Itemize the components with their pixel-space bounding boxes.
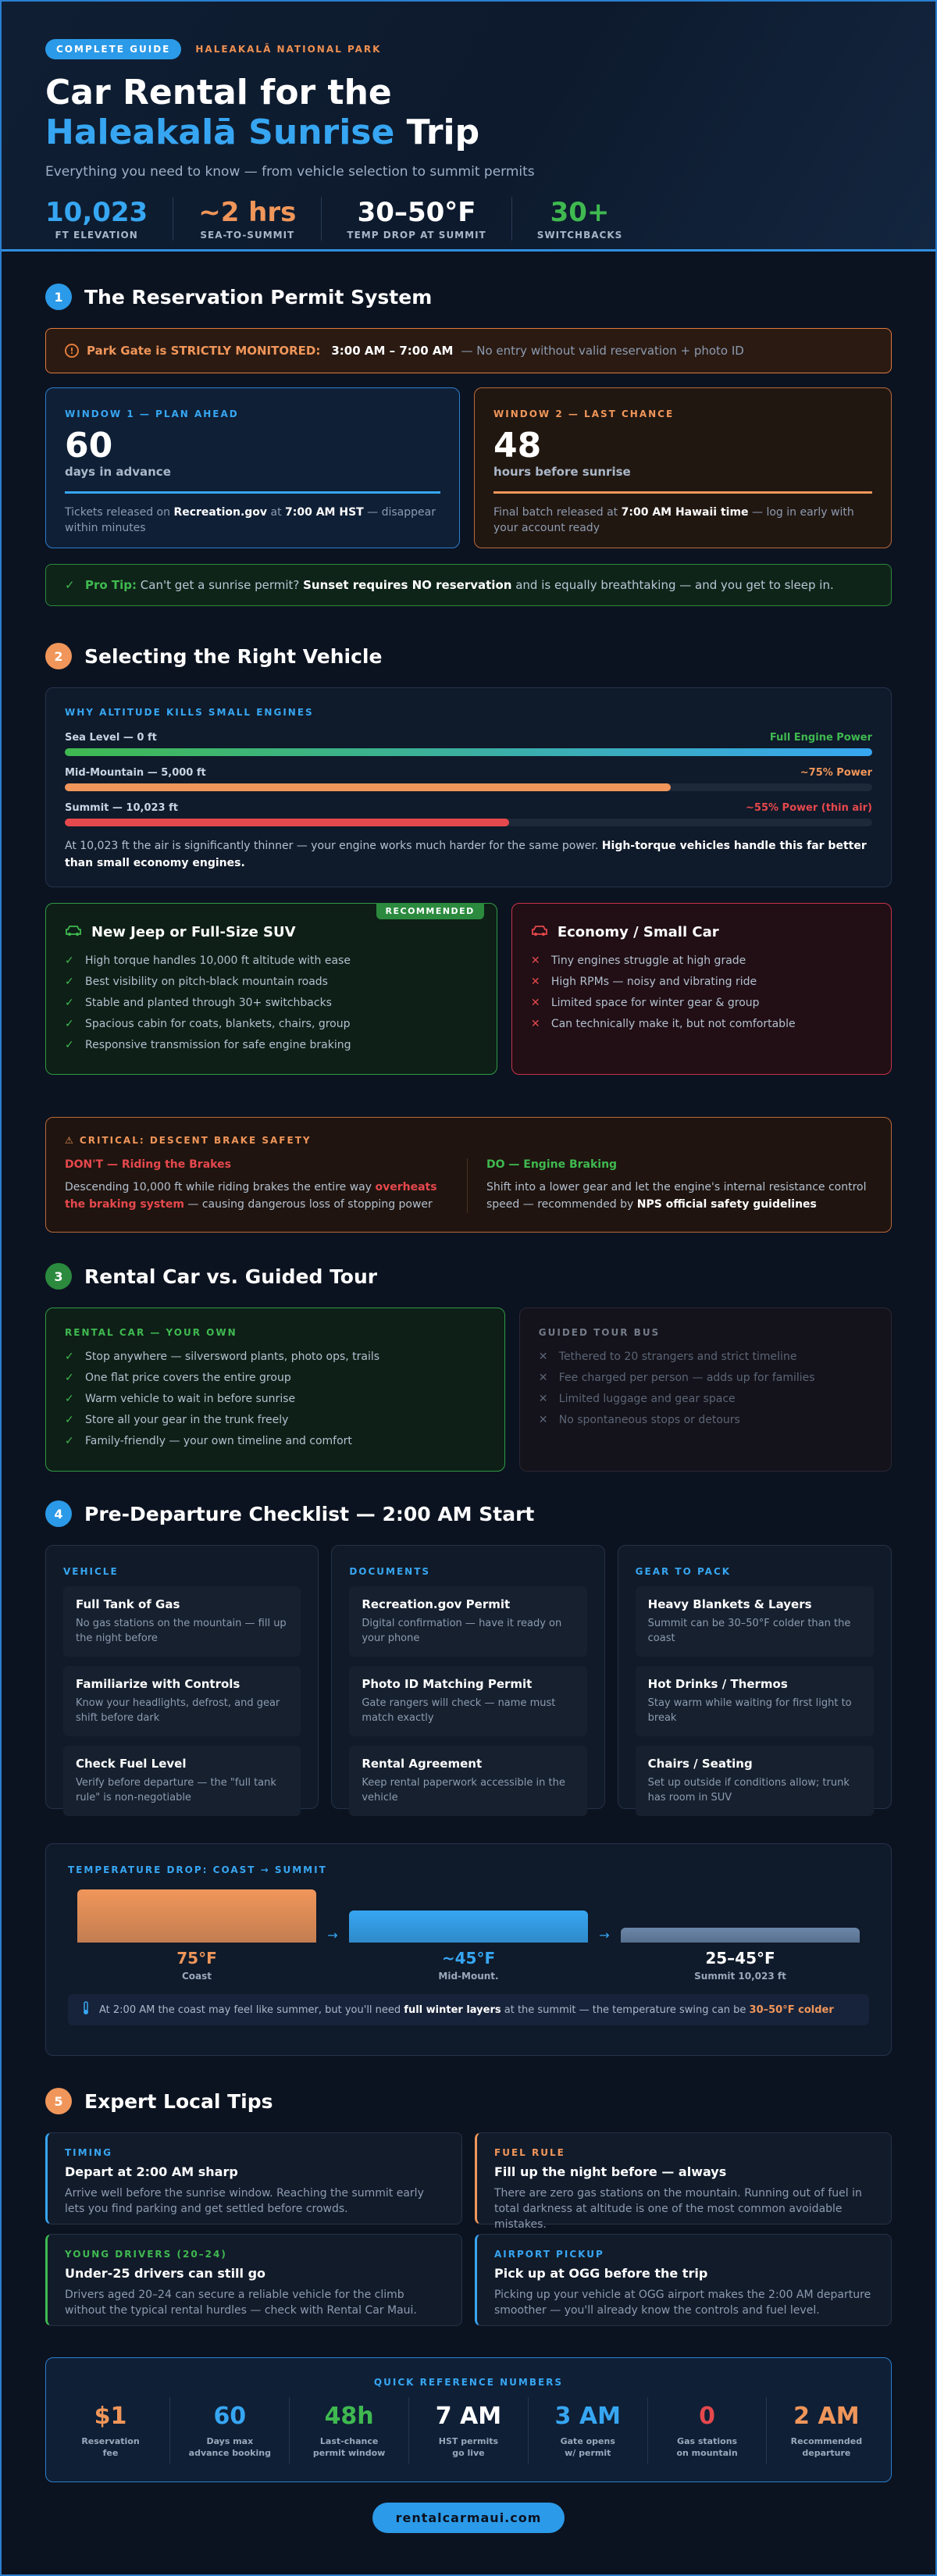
temperature-panel: [45, 1843, 892, 2056]
checklist-item: [349, 1586, 586, 1657]
list-item-text: Best visibility on pitch-black mountain roads: [85, 975, 328, 988]
thermometer-icon: [82, 2001, 90, 2018]
page-title-line1: Car Rental for the: [45, 73, 392, 112]
temperature-value: ~45°F: [441, 1949, 496, 1968]
list-item: [531, 1013, 872, 1034]
list-item: [65, 1388, 486, 1409]
window-2-divider: [493, 491, 872, 494]
quick-number: [658, 2403, 756, 2459]
suv-title: New Jeep or Full-Size SUV: [91, 924, 296, 940]
list-item: [65, 1346, 486, 1367]
tour-bus-drawbacks: [539, 1346, 872, 1430]
checklist-item: [63, 1666, 301, 1736]
brake-title: ⚠ CRITICAL: DESCENT BRAKE SAFETY: [65, 1135, 312, 1146]
list-item-text: Limited luggage and gear space: [558, 1392, 736, 1405]
checklist-item-desc: Set up outside if conditions allow; trunk has room in SUV: [647, 1777, 850, 1804]
x-icon: ✕: [538, 1350, 548, 1363]
window-1-label: WINDOW 1 — PLAN AHEAD: [65, 409, 239, 419]
checklist-item-title: Chairs / Seating: [647, 1757, 753, 1771]
list-item-text: Warm vehicle to wait in before sunrise: [85, 1392, 296, 1405]
hero-stat-label: SEA-TO-SUMMIT: [200, 230, 295, 241]
quick-number: [301, 2403, 398, 2459]
economy-card: [511, 903, 892, 1075]
temperature-label: [621, 1949, 860, 1982]
check-icon: ✓: [65, 1371, 74, 1384]
power-bar: [65, 783, 872, 791]
quick-number-value: 60: [213, 2403, 247, 2430]
tip-title: Under-25 drivers can still go: [65, 2266, 266, 2281]
checklist-columns: [45, 1545, 892, 1809]
title-end: Trip: [406, 112, 480, 152]
window-2-card: [474, 387, 892, 548]
quick-reference-numbers: [62, 2397, 875, 2464]
hero-stat-label: TEMP DROP AT SUMMIT: [347, 230, 486, 241]
temperature-labels: [68, 1949, 869, 1982]
altitude-level-status: Full Engine Power: [769, 732, 872, 744]
list-item: [65, 992, 478, 1013]
complete-guide-badge: COMPLETE GUIDE: [45, 39, 181, 59]
section-tips: [45, 2085, 892, 2326]
checklist-item: [63, 1586, 301, 1657]
hero-stat: [511, 197, 648, 241]
tour-bus-label: GUIDED TOUR BUS: [538, 1327, 661, 1338]
list-item: [539, 1346, 872, 1367]
hero-stat-label: FT ELEVATION: [55, 230, 138, 241]
tip-card: [475, 2132, 892, 2231]
check-icon: ✓: [65, 996, 74, 1009]
window-2-text: Final batch released at 7:00 AM Hawaii time — log in early with your account ready: [493, 506, 854, 534]
temperature-bar: [349, 1911, 588, 1943]
arrow-right-icon: →: [327, 1928, 338, 1943]
tip-category: YOUNG DRIVERS (20–24): [65, 2249, 227, 2260]
list-item-text: Limited space for winter gear & group: [550, 996, 760, 1009]
list-item-text: Store all your gear in the trunk freely: [85, 1413, 289, 1426]
page-subtitle: Everything you need to know — from vehicle selection to summit permits: [45, 164, 535, 180]
hero-stat-value: ~2 hrs: [198, 197, 297, 228]
section-title: Selecting the Right Vehicle: [84, 644, 383, 668]
tip-desc: Arrive well before the sunrise window. Reaching the summit early lets you find parking and get settled before crowds.: [65, 2187, 424, 2215]
check-icon: ✓: [65, 954, 74, 967]
title-highlight: Haleakalā Sunrise: [45, 112, 395, 152]
altitude-panel: [45, 687, 892, 887]
recommended-badge: RECOMMENDED: [376, 903, 484, 919]
list-item-text: No spontaneous stops or detours: [558, 1413, 740, 1426]
arrow-right-icon: →: [599, 1928, 610, 1943]
temperature-note: At 2:00 AM the coast may feel like summer, but you'll need full winter layers at the summit — the temperature swing can be 30–50°F colder: [68, 1994, 869, 2025]
list-item: [65, 1013, 478, 1034]
divider: [647, 2397, 648, 2464]
checklist-item-title: Rental Agreement: [362, 1757, 483, 1771]
temperature-title: TEMPERATURE DROP: COAST → SUMMIT: [68, 1864, 327, 1875]
list-item-text: Family-friendly — your own timeline and comfort: [85, 1434, 352, 1447]
checklist-column: [45, 1545, 319, 1809]
dont-column: [65, 1158, 468, 1213]
do-text: Shift into a lower gear and let the engine's internal resistance control speed — recommended by NPS official safety guidelines: [486, 1181, 867, 1211]
quick-reference-panel: [45, 2357, 892, 2482]
list-item-text: Stable and planted through 30+ switchbacks: [85, 996, 332, 1009]
list-item-text: Tiny engines struggle at high grade: [550, 954, 746, 967]
quick-number-value: $1: [94, 2403, 127, 2430]
checklist-item-title: Recreation.gov Permit: [362, 1597, 511, 1611]
hero-stat: [173, 197, 321, 241]
x-icon: ✕: [530, 1017, 540, 1030]
altitude-level-name: Sea Level — 0 ft: [65, 732, 157, 744]
checklist-item-title: Check Fuel Level: [76, 1757, 187, 1771]
list-item-text: High torque handles 10,000 ft altitude with ease: [85, 954, 351, 967]
section-number: 3: [45, 1263, 72, 1290]
dont-label: DON'T — Riding the Brakes: [65, 1158, 231, 1171]
checklist-item: [636, 1586, 874, 1657]
power-bar-fill: [65, 783, 671, 791]
temperature-label: [349, 1949, 588, 1982]
check-icon: ✓: [65, 1392, 74, 1405]
altitude-levels: [65, 732, 872, 826]
quick-number-label: Recommended departure: [790, 2436, 863, 2458]
power-bar: [65, 819, 872, 826]
section-checklist: [45, 1498, 892, 1809]
section-title: Expert Local Tips: [84, 2089, 273, 2113]
hero-stat-value: 30–50°F: [357, 197, 476, 228]
altitude-level: [65, 802, 872, 826]
tip-card: [45, 2132, 462, 2225]
hero-stats: [45, 197, 892, 241]
temperature-value: 75°F: [176, 1949, 217, 1968]
list-item: [539, 1388, 872, 1409]
hero-header: [2, 2, 935, 252]
do-column: [468, 1158, 872, 1213]
section-title: Pre-Departure Checklist — 2:00 AM Start: [84, 1502, 535, 1525]
window-2-unit: hours before sunrise: [493, 465, 631, 479]
alert-note: — No entry without valid reservation + photo ID: [461, 344, 744, 358]
list-item-text: Responsive transmission for safe engine braking: [85, 1038, 351, 1051]
list-item: [65, 1367, 486, 1388]
x-icon: ✕: [538, 1413, 548, 1426]
gate-alert: [45, 328, 892, 373]
power-bar-fill: [65, 748, 872, 756]
window-1-divider: [65, 491, 440, 494]
list-item: [539, 1367, 872, 1388]
section-title: Rental Car vs. Guided Tour: [84, 1265, 378, 1288]
tip-desc: Picking up your vehicle at OGG airport makes the 2:00 AM departure smoother — you'll already know the controls and fuel level.: [494, 2289, 871, 2317]
rental-car-benefits: [65, 1346, 486, 1451]
list-item: [531, 950, 872, 971]
list-item-text: One flat price covers the entire group: [85, 1371, 291, 1384]
checklist-item-desc: Know your headlights, defrost, and gear shift before dark: [76, 1697, 280, 1724]
altitude-level: [65, 732, 872, 756]
tip-desc: Drivers aged 20–24 can secure a reliable vehicle for the climb without the typical rental hurdles — check with Rental Car Maui.: [65, 2289, 417, 2317]
section-vehicle: [45, 640, 892, 1233]
altitude-level-name: Summit — 10,023 ft: [65, 802, 178, 814]
checklist-item-desc: Summit can be 30–50°F colder than the coast: [647, 1618, 851, 1644]
temperature-bars: [68, 1889, 869, 1943]
temperature-location: Coast: [181, 1971, 212, 1982]
economy-drawbacks: [531, 950, 872, 1034]
temperature-location: Mid-Mount.: [438, 1971, 499, 1982]
tip-category: AIRPORT PICKUP: [494, 2249, 604, 2260]
rental-car-label: RENTAL CAR — YOUR OWN: [65, 1327, 237, 1338]
tip-category: FUEL RULE: [494, 2147, 565, 2158]
tour-bus-card: [519, 1308, 892, 1472]
checklist-item-title: Hot Drinks / Thermos: [647, 1677, 788, 1691]
window-1-card: [45, 387, 460, 548]
tip-title: Pick up at OGG before the trip: [494, 2266, 708, 2281]
quick-number-label: Last-chance permit window: [312, 2436, 386, 2458]
tip-desc: There are zero gas stations on the mountain. Running out of fuel in total darkness at altitude is one of the most common avoidable mistakes.: [494, 2187, 862, 2231]
car-icon: [65, 925, 82, 940]
section-title: The Reservation Permit System: [84, 285, 433, 309]
checklist-item-desc: Digital confirmation — have it ready on your phone: [362, 1618, 562, 1644]
page-title-line2: [45, 112, 892, 153]
checklist-item-desc: Gate rangers will check — name must match exactly: [362, 1697, 556, 1724]
rental-car-card: [45, 1308, 505, 1472]
altitude-level-status: ~75% Power: [800, 767, 872, 779]
checklist-column-label: VEHICLE: [63, 1566, 119, 1577]
brake-safety-panel: [45, 1117, 892, 1233]
list-item-text: Stop anywhere — silversword plants, photo ops, trails: [85, 1350, 380, 1363]
list-item: [65, 1034, 478, 1055]
section-number: 5: [45, 2088, 72, 2114]
divider: [528, 2397, 529, 2464]
power-bar-fill: [65, 819, 509, 826]
temperature-bar: [621, 1928, 860, 1943]
quick-number-value: 7 AM: [435, 2403, 502, 2430]
quick-number-label: Gate opens w/ permit: [560, 2436, 615, 2458]
divider: [289, 2397, 290, 2464]
car-icon: [531, 925, 548, 940]
section-number: 2: [45, 643, 72, 669]
divider: [408, 2397, 409, 2464]
checklist-column-label: GEAR TO PACK: [635, 1566, 732, 1577]
list-item-text: Can technically make it, but not comfortable: [550, 1017, 796, 1030]
quick-number: [419, 2403, 517, 2459]
x-icon: ✕: [538, 1392, 548, 1405]
checklist-item-desc: Stay warm while waiting for first light to break: [647, 1697, 852, 1724]
temperature-location: Summit 10,023 ft: [694, 1971, 786, 1982]
checklist-item: [636, 1746, 874, 1816]
list-item-text: Tethered to 20 strangers and strict timeline: [558, 1350, 797, 1363]
checklist-item-desc: Keep rental paperwork accessible in the vehicle: [362, 1777, 565, 1804]
x-icon: ✕: [538, 1371, 548, 1384]
list-item-text: High RPMs — noisy and vibrating ride: [550, 975, 757, 988]
quick-number-label: HST permits go live: [438, 2436, 499, 2458]
x-icon: ✕: [530, 996, 540, 1009]
altitude-level: [65, 767, 872, 791]
park-name: HALEAKALĀ NATIONAL PARK: [195, 44, 382, 55]
alert-time: 3:00 AM – 7:00 AM: [331, 344, 454, 358]
altitude-title: WHY ALTITUDE KILLS SMALL ENGINES: [65, 707, 314, 718]
temperature-value: 25–45°F: [705, 1949, 775, 1968]
dont-text: Descending 10,000 ft while riding brakes the entire way overheats the braking system — causing dangerous loss of stopping power: [65, 1181, 437, 1211]
power-bar: [65, 748, 872, 756]
divider: [169, 2397, 170, 2464]
check-icon: ✓: [65, 1434, 74, 1447]
x-icon: ✕: [530, 954, 540, 967]
checklist-item: [636, 1666, 874, 1736]
checklist-item-title: Full Tank of Gas: [76, 1597, 180, 1611]
pro-tip-label: Pro Tip:: [85, 578, 137, 592]
window-2-value: 48: [493, 426, 542, 466]
quick-reference-title: QUICK REFERENCE NUMBERS: [373, 2377, 564, 2388]
divider: [766, 2397, 767, 2464]
quick-number-value: 48h: [324, 2403, 374, 2430]
quick-number: [181, 2403, 279, 2459]
temperature-label: [77, 1949, 316, 1982]
hero-stat: [45, 197, 173, 241]
checklist-column: [618, 1545, 892, 1809]
check-icon: ✓: [65, 975, 74, 988]
quick-number-label: Days max advance booking: [188, 2436, 271, 2458]
check-icon: ✓: [65, 1017, 74, 1030]
list-item: [65, 1430, 486, 1451]
economy-title: Economy / Small Car: [557, 924, 719, 940]
tips-grid: [45, 2132, 892, 2326]
list-item: [531, 992, 872, 1013]
list-item: [65, 1409, 486, 1430]
hero-stat: [321, 197, 511, 241]
tip-title: Fill up the night before — always: [494, 2164, 727, 2179]
quick-number: [778, 2403, 875, 2459]
list-item: [531, 971, 872, 992]
hero-stat-label: SWITCHBACKS: [536, 230, 623, 241]
list-item-text: Fee charged per person — adds up for families: [558, 1371, 815, 1384]
quick-number-label: Reservation fee: [81, 2436, 140, 2458]
quick-number: [62, 2403, 159, 2459]
checklist-item-desc: Verify before departure — the "full tank rule" is non-negotiable: [76, 1777, 276, 1804]
section-comparison: [45, 1261, 892, 1472]
hero-stat-value: 10,023: [45, 197, 148, 228]
tip-category: TIMING: [65, 2147, 112, 2158]
suv-benefits: [65, 950, 478, 1055]
checklist-item-title: Heavy Blankets & Layers: [647, 1597, 812, 1611]
checklist-item: [63, 1746, 301, 1816]
window-1-text: Tickets released on Recreation.gov at 7:00 AM HST — disappear within minutes: [65, 506, 436, 534]
altitude-level-status: ~55% Power (thin air): [746, 802, 872, 814]
check-icon: ✓: [65, 1350, 74, 1363]
x-icon: ✕: [530, 975, 540, 988]
quick-number-label: Gas stations on mountain: [676, 2436, 738, 2458]
checklist-item: [349, 1666, 586, 1736]
window-1-value: 60: [65, 426, 113, 466]
quick-number-value: 3 AM: [554, 2403, 621, 2430]
footer: [2, 2503, 935, 2533]
check-icon: ✓: [65, 578, 75, 592]
checklist-item-title: Familiarize with Controls: [76, 1677, 240, 1691]
checklist-item: [349, 1746, 586, 1816]
checklist-item-desc: No gas stations on the mountain — fill up the night before: [76, 1618, 287, 1644]
section-number: 1: [45, 284, 72, 310]
section-number: 4: [45, 1500, 72, 1527]
section-reservation: [45, 281, 892, 606]
checklist-column-label: DOCUMENTS: [349, 1566, 431, 1577]
temperature-bar: [77, 1889, 316, 1943]
window-1-unit: days in advance: [65, 465, 171, 479]
do-label: DO — Engine Braking: [486, 1158, 618, 1171]
hero-stat-value: 30+: [550, 197, 610, 228]
website-link[interactable]: rentalcarmaui.com: [372, 2503, 565, 2533]
window-2-label: WINDOW 2 — LAST CHANCE: [493, 409, 675, 419]
quick-number-value: 0: [699, 2403, 715, 2430]
list-item-text: Spacious cabin for coats, blankets, chairs, group: [85, 1017, 351, 1030]
pro-tip: ✓ Pro Tip: Can't get a sunrise permit? Sunset requires NO reservation and is equally breathtaking — and you get to sleep in.: [45, 564, 892, 606]
list-item: [65, 950, 478, 971]
alert-circle-icon: !: [65, 344, 79, 358]
altitude-note: At 10,023 ft the air is significantly thinner — your engine works much harder for the same power. High-torque vehicles handle this far better than small economy engines.: [65, 840, 867, 869]
tip-title: Depart at 2:00 AM sharp: [65, 2164, 238, 2179]
tip-card: [45, 2234, 462, 2326]
checklist-column: [331, 1545, 604, 1809]
list-item: [65, 971, 478, 992]
check-icon: ✓: [65, 1413, 74, 1426]
quick-number: [539, 2403, 636, 2459]
suv-card: [45, 903, 497, 1075]
alert-label: Park Gate is STRICTLY MONITORED:: [87, 344, 321, 358]
quick-number-value: 2 AM: [793, 2403, 860, 2430]
checklist-item-title: Photo ID Matching Permit: [362, 1677, 533, 1691]
tip-card: [475, 2234, 892, 2326]
list-item: [539, 1409, 872, 1430]
check-icon: ✓: [65, 1038, 74, 1051]
altitude-level-name: Mid-Mountain — 5,000 ft: [65, 767, 206, 779]
